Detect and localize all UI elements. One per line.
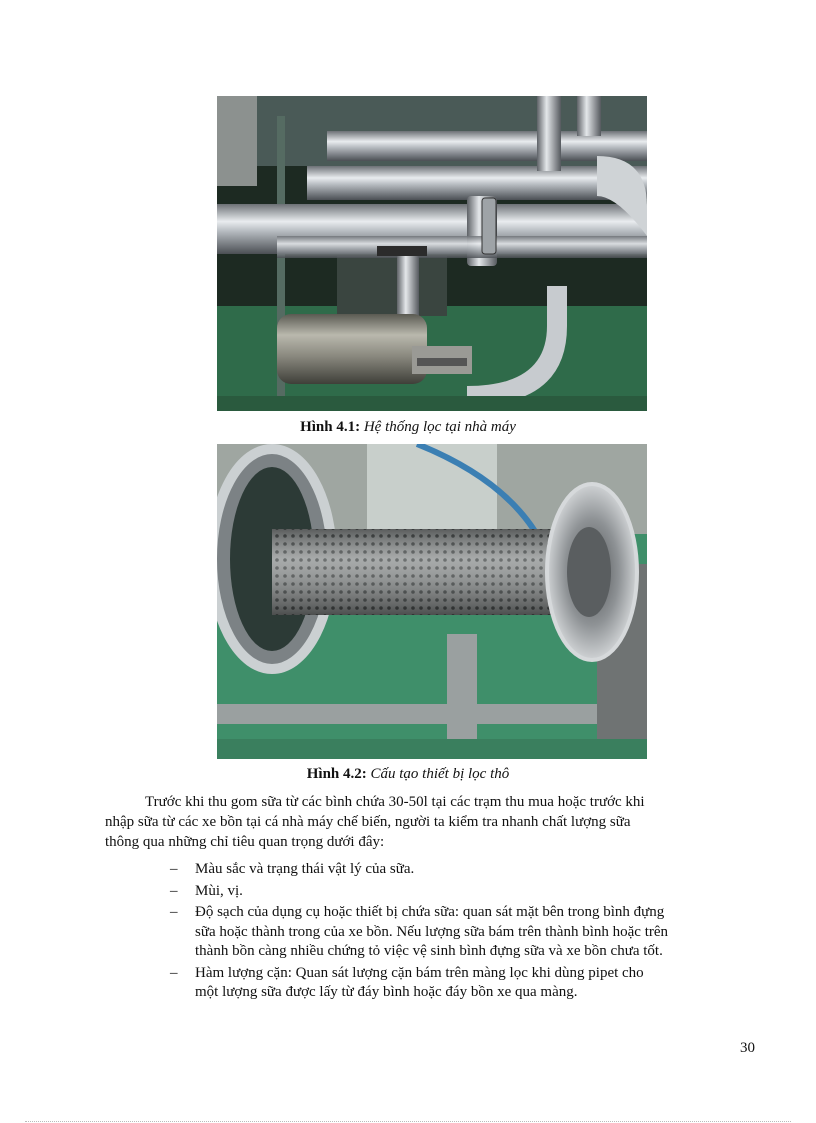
list-item-text: một lượng sữa được lấy từ đáy bình hoặc đáy bồn xe qua màng. — [195, 984, 578, 1000]
dash-bullet: – — [170, 861, 178, 877]
figure-caption-2 — [0, 766, 816, 783]
figure-title-1: Hệ thống lọc tại nhà máy — [363, 419, 516, 435]
intro-line: Trước khi thu gom sữa từ các bình chứa 30-50l tại các trạm thu mua hoặc trước khi — [145, 794, 645, 810]
list-item-text: Màu sắc và trạng thái vật lý của sữa. — [195, 861, 415, 877]
page-divider — [25, 1121, 791, 1122]
page-number: 30 — [740, 1040, 755, 1056]
coarse-filter-illustration — [217, 444, 647, 759]
filter-system-illustration — [217, 96, 647, 411]
list-item-text: Hàm lượng cặn: Quan sát lượng cặn bám trên màng lọc khi dùng pipet cho — [195, 964, 644, 981]
list-item — [170, 882, 770, 902]
list-item — [170, 903, 770, 962]
list-item-text: thành bồn càng nhiều chứng tỏ việc vệ sinh bình đựng sữa và xe bồn chưa tốt. — [195, 943, 663, 959]
dash-bullet: – — [170, 904, 178, 920]
intro-line: thông qua những chỉ tiêu quan trọng dưới đây: — [105, 834, 385, 850]
intro-line: nhập sữa từ các xe bồn tại cá nhà máy chế biến, người ta kiểm tra nhanh chất lượng sữa — [105, 814, 631, 830]
list-item-text: sữa hoặc thành trong của xe bồn. Nếu lượng sữa bám trên thành bình hoặc trên — [195, 923, 669, 940]
list-item-text: Mùi, vị. — [195, 882, 243, 899]
figure-filter-system-photo — [217, 96, 647, 411]
figure-label-2: Hình 4.2: — [306, 766, 367, 782]
dash-bullet: – — [170, 882, 178, 899]
figure-label-1: Hình 4.1: — [300, 419, 361, 435]
figure-title-2: Cấu tạo thiết bị lọc thô — [370, 766, 510, 782]
list-item-text: Độ sạch của dụng cụ hoặc thiết bị chứa sữa: quan sát mặt bên trong bình đựng — [195, 904, 665, 920]
dash-bullet: – — [170, 964, 178, 981]
criteria-list — [170, 860, 770, 1005]
list-item — [170, 860, 770, 880]
figure-caption-1 — [0, 419, 816, 436]
intro-paragraph — [105, 792, 765, 852]
figure-coarse-filter-photo — [217, 444, 647, 759]
list-item — [170, 964, 770, 1003]
